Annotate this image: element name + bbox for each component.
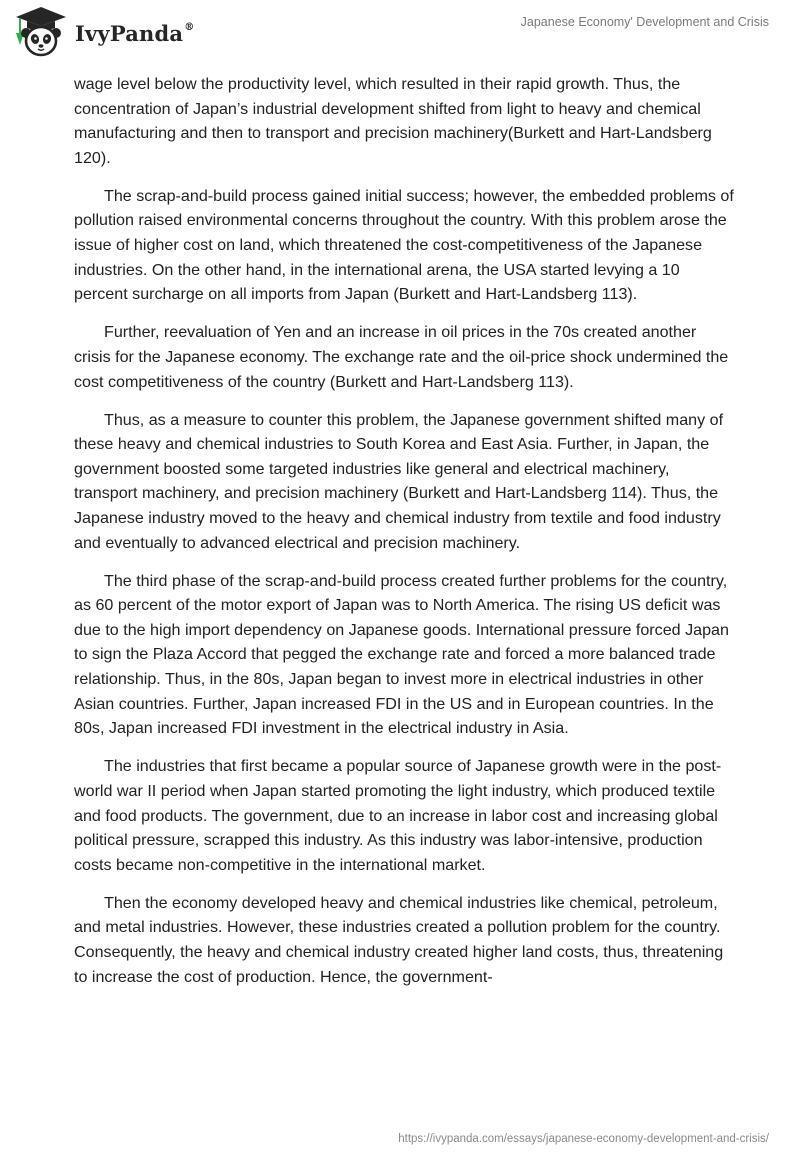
registered-mark: ® [184, 21, 195, 33]
document-title: Japanese Economy' Development and Crisis [520, 15, 769, 29]
page-header [0, 0, 800, 70]
paragraph: Thus, as a measure to counter this problem, the Japanese government shifted many of these heavy and chemical industries to South Korea and East Asia. Further, in Japan, the government boosted some targeted industries like general and electrical machinery, transport machinery, and precision machinery (Burkett and Hart-Landsberg 114). Thus, the Japanese industry moved to the heavy and chemical industry from textile and food industry and eventually to advanced electrical and precision machinery. [74, 410, 724, 552]
paragraph: Further, reevaluation of Yen and an increase in oil prices in the 70s created another crisis for the Japanese economy. The exchange rate and the oil-price shock undermined the cost competitiveness of the country (Burkett and Hart-Landsberg 113). [74, 323, 729, 391]
paragraph: The third phase of the scrap-and-build process created further problems for the country, as 60 percent of the motor export of Japan was to North America. The rising US deficit was due to the high import dependency on Japanese goods. International pressure forced Japan to sign the Plaza Accord that pegged the exchange rate and forced a more balanced trade relationship. Thus, in the 80s, Japan began to invest more in electrical industries in other Asian countries. Further, Japan increased FDI in the US and in European countries. In the 80s, Japan increased FDI investment in the electrical industry in Asia. [74, 571, 729, 738]
panda-graduate-logo-icon [14, 6, 68, 58]
paragraph: Then the economy developed heavy and chemical industries like chemical, petroleum, and metal industries. However, these industries created a pollution problem for the country. Consequently, the heavy and chemical industry created higher land costs, thus, threatening to increase the cost of production. Hence, the government- [74, 893, 724, 986]
logo[interactable] [14, 6, 194, 58]
source-url[interactable]: https://ivypanda.com/essays/japanese-economy-development-and-crisis/ [398, 1133, 769, 1145]
brand-name: IvyPanda® [75, 20, 195, 46]
paragraph: The industries that first became a popular source of Japanese growth were in the post-world war II period when Japan started promoting the light industry, which produced textile and food products. The government, due to an increase in labor cost and increasing global political pressure, scrapped this industry. As this industry was labor-intensive, production costs became non-competitive in the international market. [74, 757, 722, 874]
essay-body [74, 72, 734, 1003]
paragraph: The scrap-and-build process gained initial success; however, the embedded problems of pollution raised environmental concerns throughout the country. With this problem arose the issue of higher cost on land, which threatened the cost-competitiveness of the Japanese industries. On the other hand, in the international arena, the USA started levying a 10 percent surcharge on all imports from Japan (Burkett and Hart-Landsberg 113). [74, 186, 734, 304]
paragraph: wage level below the productivity level, which resulted in their rapid growth. Thus, the concentration of Japan’s industrial development shifted from light to heavy and chemical manufacturing and then to transport and precision machinery(Burkett and Hart-Landsberg 120). [74, 75, 712, 167]
